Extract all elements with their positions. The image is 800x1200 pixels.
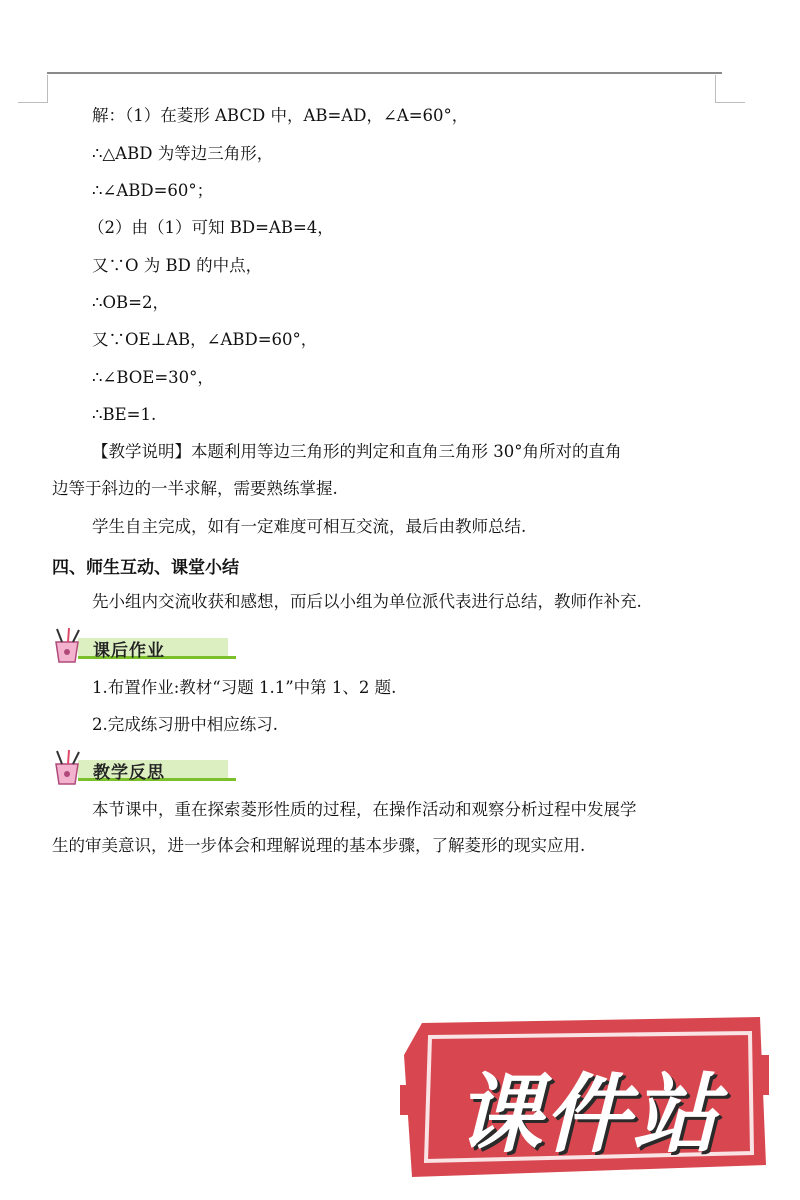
reflection-badge-label: 教学反思 — [93, 763, 165, 783]
homework-badge-label: 课后作业 — [93, 641, 165, 661]
solution-line-6: ∴OB=2， — [92, 293, 169, 312]
pencil-cup-icon — [48, 626, 88, 666]
homework-item-2: 2.完成练习册中相应练习. — [92, 715, 278, 734]
margin-corner-left — [18, 75, 48, 103]
reflection-line-1: 本节课中，重在探索菱形性质的过程，在操作活动和观察分析过程中发展学 — [92, 800, 637, 819]
section-4-title: 四、师生互动、课堂小结 — [52, 558, 239, 578]
margin-corner-right — [715, 75, 745, 103]
solution-line-3: ∴∠ABD=60°； — [92, 181, 214, 200]
solution-line-1: 解：（1）在菱形 ABCD 中，AB=AD，∠A=60°， — [92, 106, 469, 125]
pencil-cup-icon — [48, 748, 88, 788]
teaching-note-line-1: 【教学说明】本题利用等边三角形的判定和直角三角形 30°角所对的直角 — [92, 442, 622, 461]
homework-badge — [48, 626, 198, 666]
reflection-line-2: 生的审美意识，进一步体会和理解说理的基本步骤，了解菱形的现实应用. — [52, 836, 586, 855]
watermark-text: 课件站 — [456, 1065, 720, 1165]
student-line: 学生自主完成，如有一定难度可相互交流，最后由教师总结. — [92, 517, 527, 536]
solution-line-7: 又∵OE⊥AB，∠ABD=60°， — [92, 330, 318, 349]
solution-line-9: ∴BE=1. — [92, 405, 157, 424]
solution-line-8: ∴∠BOE=30°， — [92, 368, 214, 387]
solution-line-4: （2）由（1）可知 BD=AB=4， — [88, 218, 334, 237]
teaching-note-line-2: 边等于斜边的一半求解，需要熟练掌握. — [52, 479, 338, 498]
section-4-body: 先小组内交流收获和感想，而后以小组为单位派代表进行总结，教师作补充. — [92, 592, 642, 611]
reflection-badge — [48, 748, 198, 788]
solution-line-2: ∴△ABD 为等边三角形， — [92, 144, 274, 163]
homework-item-1: 1.布置作业:教材“习题 1.1”中第 1、2 题. — [92, 678, 397, 697]
solution-line-5: 又∵O 为 BD 的中点， — [92, 256, 263, 275]
header-rule — [47, 72, 722, 74]
